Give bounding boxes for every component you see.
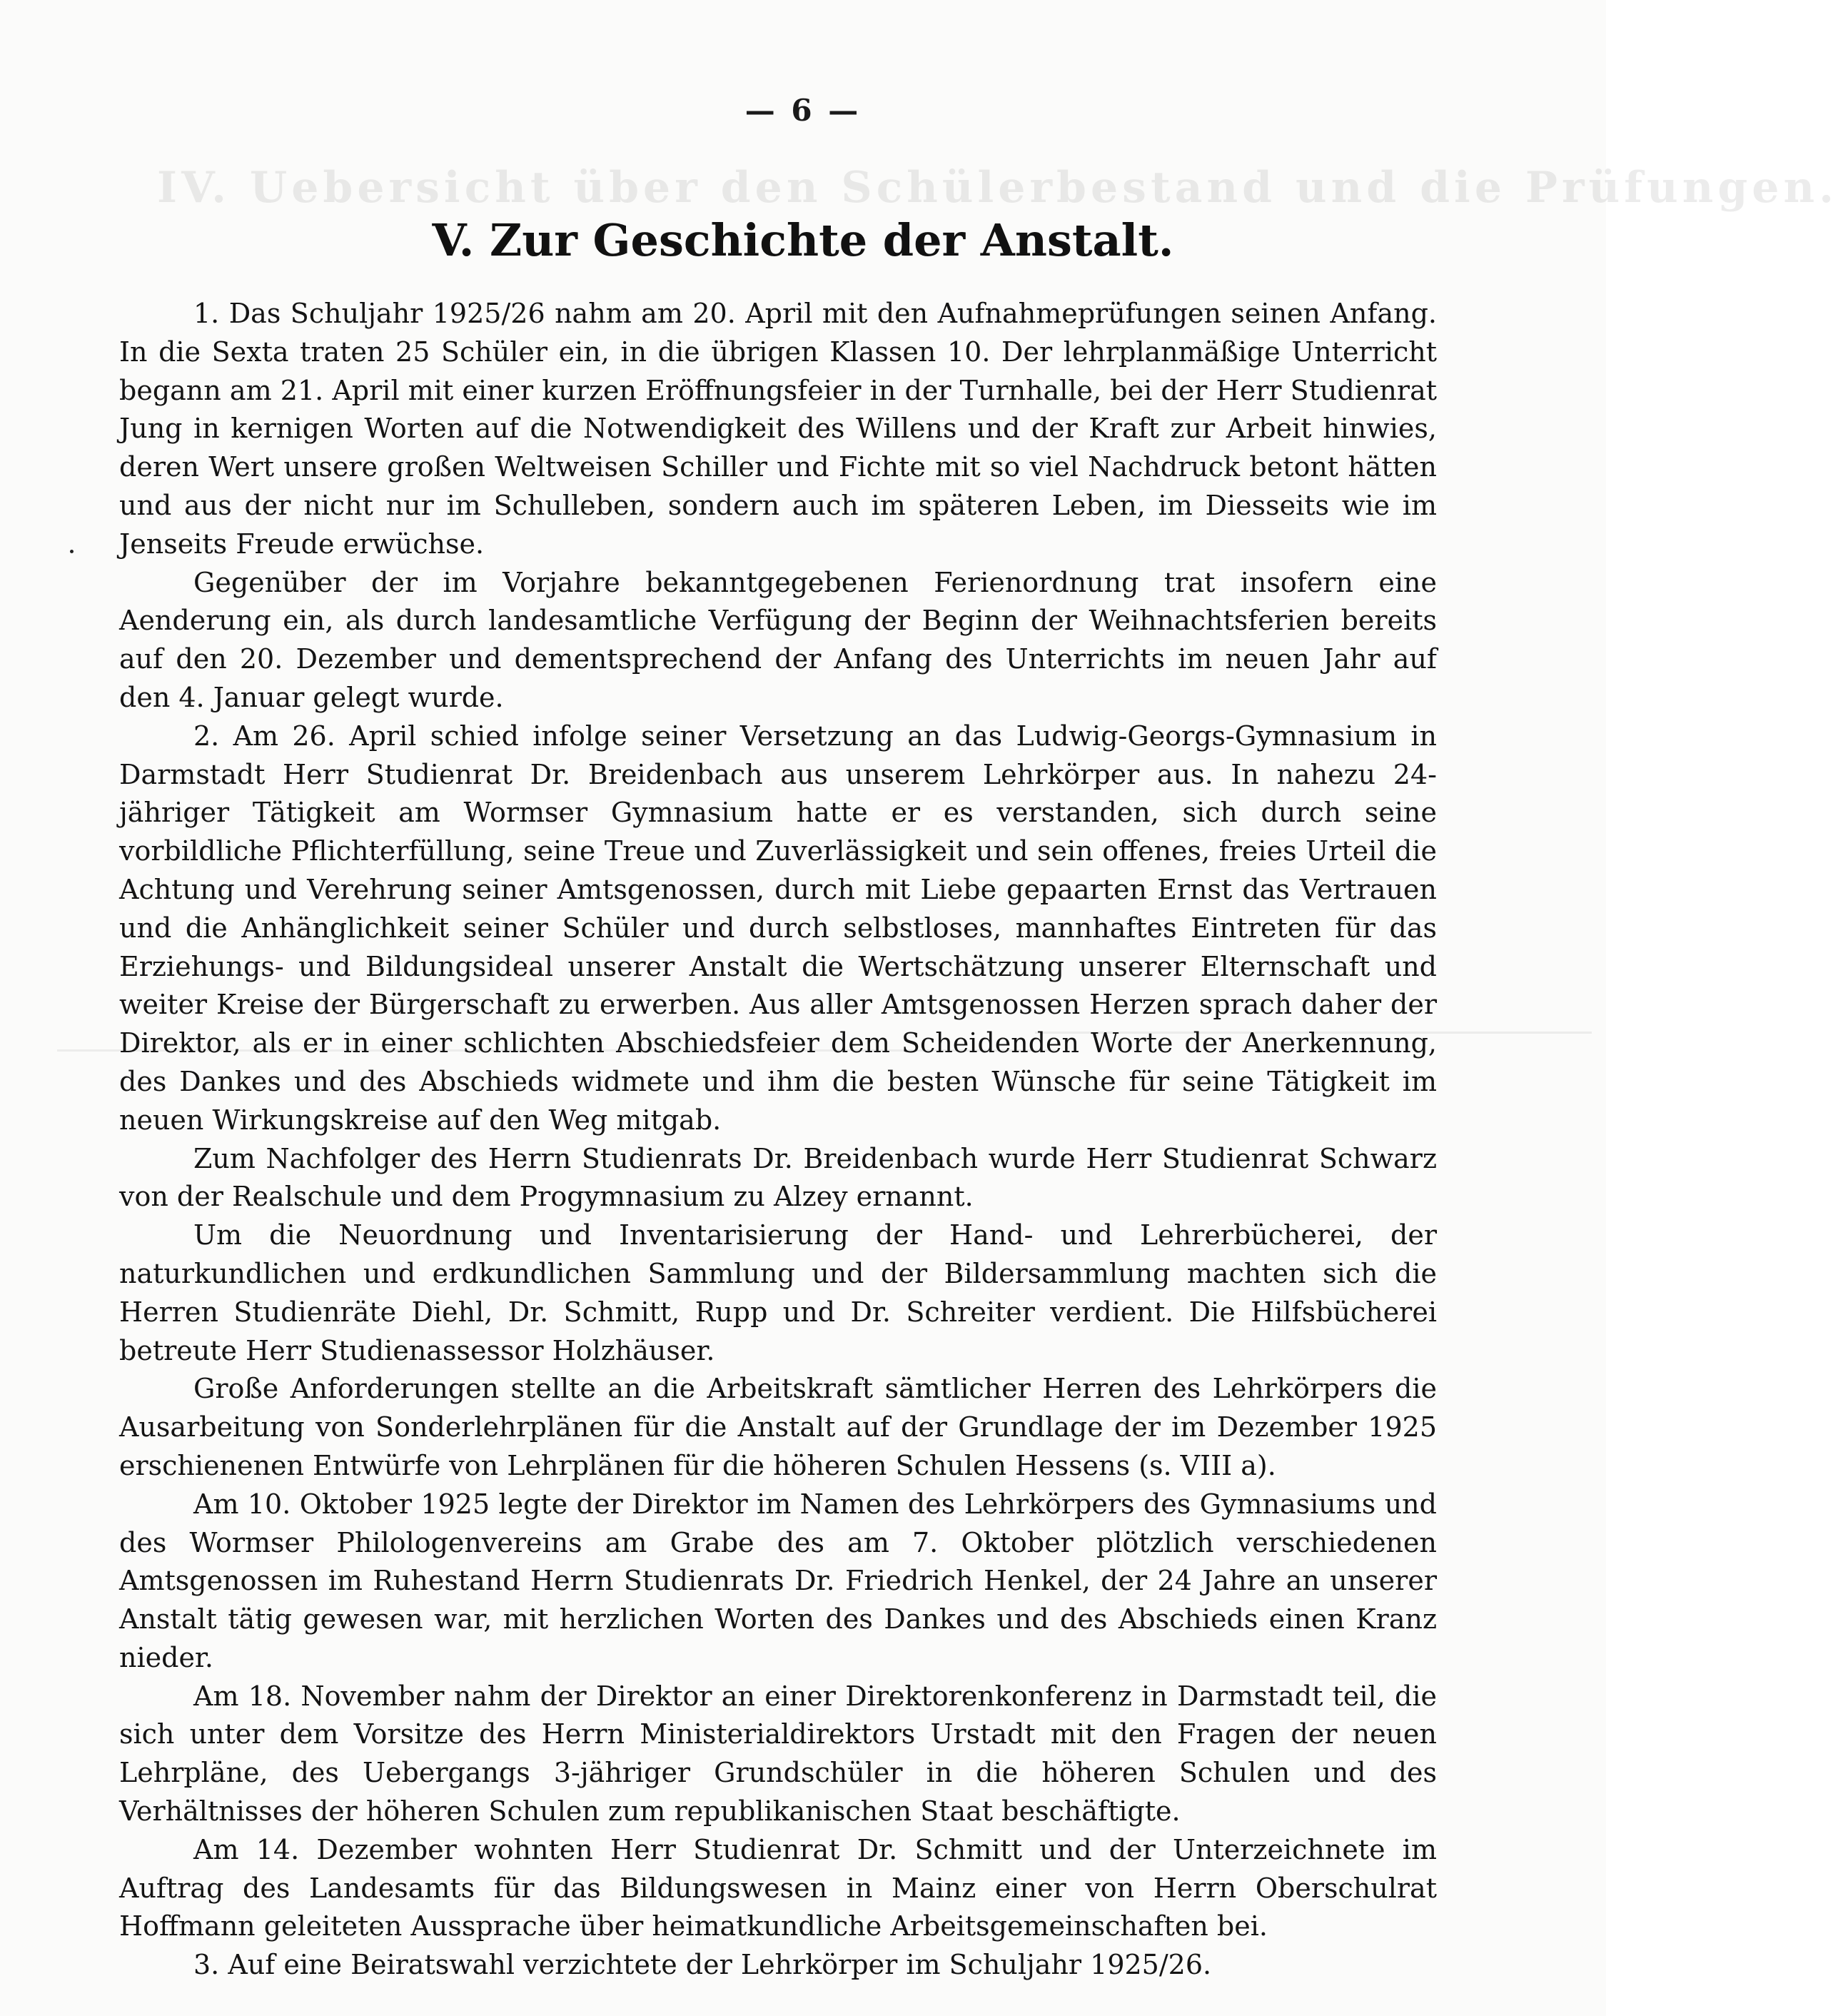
stray-ink-mark <box>70 550 74 553</box>
page-number: — 6 — <box>744 93 862 128</box>
paragraph: Zum Nachfolger des Herrn Studienrats Dr. Breidenbach wurde Herr Studienrat Schwarz von der Realschule und dem Progymnasium zu Alzey ernannt. <box>119 1142 1437 1213</box>
paragraph: 2. Am 26. April schied infolge seiner Versetzung an das Ludwig-Georgs-Gymnasium in Darmstadt Herr Studienrat Dr. Breidenbach aus unserem Lehrkörper aus. In nahezu 24-jähriger Tätigkeit am Wormser Gymnasium hatte er es verstanden, sich durch seine vorbildliche Pflichterfüllung, seine Treue und Zuverlässigkeit und sein offenes, freies Urteil die Achtung und Verehrung seiner Amtsgenossen, durch mit Liebe gepaarten Ernst das Vertrauen und die Anhänglichkeit seiner Schüler und durch selbstloses, mannhaftes Eintreten für das Erziehungs- und Bildungsideal unserer Anstalt die Wertschätzung unserer Elternschaft und weiter Kreise der Bürgerschaft zu erwerben. Aus aller Amtsgenossen Herzen sprach daher der Direktor, als er in einer schlichten Abschiedsfeier dem Scheidenden Worte der Anerkennung, des Dankes und des Abschieds widmete und ihm die besten Wünsche für seine Tätigkeit im neuen Wirkungskreise auf den Weg mitgab. <box>119 720 1437 1136</box>
paragraph: Große Anforderungen stellte an die Arbeitskraft sämtlicher Herren des Lehrkörpers die Ausarbeitung von Sonderlehrplänen für die Anstalt auf der Grundlage der im Dezember 1925 erschienenen Entwürfe von Lehrplänen für die höheren Schulen Hessens (s. VIII a). <box>119 1373 1437 1481</box>
section-title: V. Zur Geschichte der Anstalt. <box>432 214 1174 266</box>
paragraph: 1. Das Schuljahr 1925/26 nahm am 20. April mit den Aufnahmeprüfungen seinen Anfang. In die Sexta traten 25 Schüler ein, in die übrigen Klassen 10. Der lehrplanmäßige Unterricht begann am 21. April mit einer kurzen Eröffnungsfeier in der Turnhalle, bei der Herr Studienrat Jung in kernigen Worten auf die Notwendigkeit des Willens und der Kraft zur Arbeit hinwies, deren Wert unsere großen Weltweisen Schiller und Fichte mit so viel Nachdruck betont hätten und aus der nicht nur im Schulleben, sondern auch im späteren Leben, im Diesseits wie im Jenseits Freude erwüchse. <box>119 298 1437 560</box>
bleed-through-heading: IV. Uebersicht über den Schülerbestand und die Prüfungen. <box>157 163 1838 213</box>
paragraph: Am 14. Dezember wohnten Herr Studienrat Dr. Schmitt und der Unterzeichnete im Auftrag des Landesamts für das Bildungswesen in Mainz einer von Herrn Oberschulrat Hoffmann geleiteten Aussprache über heimatkundliche Arbeitsgemeinschaften bei. <box>119 1833 1437 1942</box>
paragraph: Am 18. November nahm der Direktor an einer Direktorenkonferenz in Darmstadt teil, die sich unter dem Vorsitze des Herrn Ministerialdirektors Urstadt mit den Fragen der neuen Lehrpläne, des Uebergangs 3-jähriger Grundschüler in die höheren Schulen und des Verhältnisses der höheren Schulen zum republikanischen Staat beschäftigte. <box>119 1680 1437 1828</box>
paragraph: Am 10. Oktober 1925 legte der Direktor im Namen des Lehrkörpers des Gymnasiums und des Wormser Philologenvereins am Grabe des am 7. Oktober plötzlich verschiedenen Amtsgenossen im Ruhestand Herrn Studienrats Dr. Friedrich Henkel, der 24 Jahre an unserer Anstalt tätig gewesen war, mit herzlichen Worten des Dankes und des Abschieds einen Kranz nieder. <box>119 1488 1437 1673</box>
paragraph: 3. Auf eine Beiratswahl verzichtete der Lehrkörper im Schuljahr 1925/26. <box>193 1949 1212 1981</box>
body-text <box>119 295 1437 1985</box>
paragraph: Gegenüber der im Vorjahre bekanntgegebenen Ferienordnung trat insofern eine Aenderung ein, als durch landesamtliche Verfügung der Beginn der Weihnachtsferien bereits auf den 20. Dezember und dementsprechend der Anfang des Unterrichts im neuen Jahr auf den 4. Januar gelegt wurde. <box>119 566 1437 713</box>
paragraph: Um die Neuordnung und Inventarisierung der Hand- und Lehrerbücherei, der naturkundlichen und erdkundlichen Sammlung und der Bildersammlung machten sich die Herren Studienräte Diehl, Dr. Schmitt, Rupp und Dr. Schreiter verdient. Die Hilfsbücherei betreute Herr Studienassessor Holzhäuser. <box>119 1219 1437 1366</box>
